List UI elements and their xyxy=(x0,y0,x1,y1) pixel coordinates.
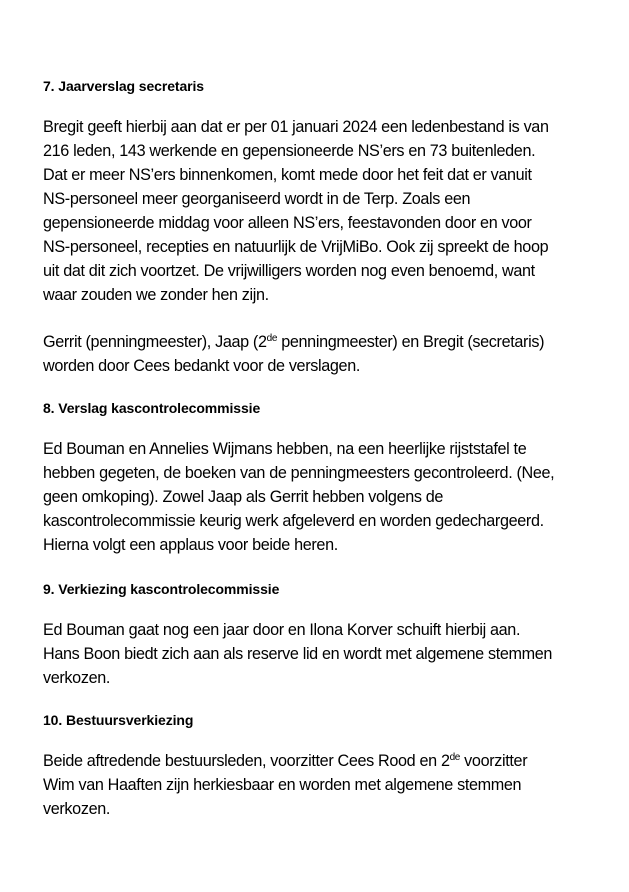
text-run: Beide aftredende bestuursleden, voorzitter Cees Rood en 2 xyxy=(43,752,450,770)
paragraph-line: geen omkoping). Zowel Jaap als Gerrit hebben volgens de xyxy=(43,488,444,506)
paragraph-line xyxy=(43,749,527,773)
paragraph-line: uit dat dit zich voortzet. De vrijwilligers worden nog even benoemd, want xyxy=(43,262,535,280)
section-heading-7: 7. Jaarverslag secretaris xyxy=(43,78,204,94)
text-run: voorzitter xyxy=(460,752,528,770)
paragraph-line: Hierna volgt een applaus voor beide heren. xyxy=(43,536,338,554)
paragraph-line: Dat er meer NS’ers binnenkomen, komt mede door het feit dat er vanuit xyxy=(43,166,532,184)
paragraph-line: Wim van Haaften zijn herkiesbaar en worden met algemene stemmen xyxy=(43,776,522,794)
paragraph-line: kascontrolecommissie keurig werk afgeleverd en worden gedechargeerd. xyxy=(43,512,544,530)
paragraph-line: Ed Bouman en Annelies Wijmans hebben, na een heerlijke rijststafel te xyxy=(43,440,527,458)
ordinal-superscript: de xyxy=(449,752,461,763)
text-run: Gerrit (penningmeester), Jaap (2 xyxy=(43,333,267,351)
paragraph-line: waar zouden we zonder hen zijn. xyxy=(43,286,269,304)
section-heading-10: 10. Bestuursverkiezing xyxy=(43,712,194,728)
paragraph-line: worden door Cees bedankt voor de verslagen. xyxy=(43,357,360,375)
paragraph-line: NS-personeel, recepties en natuurlijk de VrijMiBo. Ook zij spreekt de hoop xyxy=(43,238,549,256)
ordinal-superscript: de xyxy=(266,333,278,344)
section-heading-8: 8. Verslag kascontrolecommissie xyxy=(43,400,261,416)
paragraph-line: Ed Bouman gaat nog een jaar door en Ilona Korver schuift hierbij aan. xyxy=(43,621,521,639)
paragraph-line: 216 leden, 143 werkende en gepensioneerde NS’ers en 73 buitenleden. xyxy=(43,142,536,160)
paragraph-line: hebben gegeten, de boeken van de penningmeesters gecontroleerd. (Nee, xyxy=(43,464,555,482)
text-run: penningmeester) en Bregit (secretaris) xyxy=(277,333,545,351)
paragraph-line: verkozen. xyxy=(43,800,111,818)
section-heading-9: 9. Verkiezing kascontrolecommissie xyxy=(43,581,280,597)
paragraph-line: verkozen. xyxy=(43,669,111,687)
paragraph-line: Bregit geeft hierbij aan dat er per 01 januari 2024 een ledenbestand is van xyxy=(43,118,549,136)
paragraph-line: Hans Boon biedt zich aan als reserve lid en wordt met algemene stemmen xyxy=(43,645,553,663)
paragraph-line: NS-personeel meer georganiseerd wordt in de Terp. Zoals een xyxy=(43,190,471,208)
paragraph-line xyxy=(43,330,544,354)
paragraph-line: gepensioneerde middag voor alleen NS’ers, feestavonden door en voor xyxy=(43,214,532,232)
